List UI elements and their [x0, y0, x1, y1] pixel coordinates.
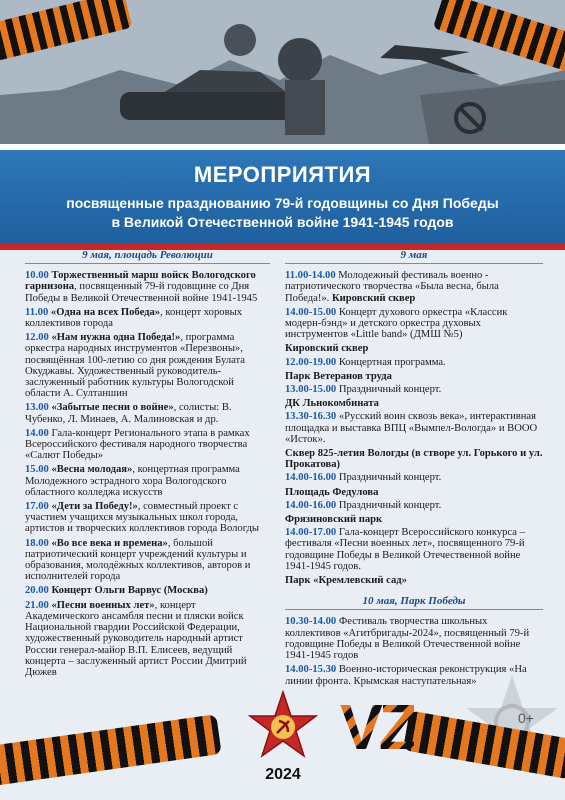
event-title: «Песни военных лет»	[51, 599, 155, 611]
event-item	[285, 527, 543, 572]
event-description: Гала-концерт Всероссийского конкурса – фестиваля «Песни военных лет», посвященного 79-й годовщине Победы в Великой Отечественной войне 1941-1945 годов.	[285, 527, 525, 572]
title-band	[0, 150, 565, 244]
event-description: Гала-концерт Регионального этапа в рамках Всероссийского фестиваля народного творчества «Салют Победы»	[25, 427, 250, 462]
right-column	[285, 250, 543, 690]
left-column-heading: 9 мая, площадь Революции	[25, 250, 270, 264]
venue-name: ДК Льнокомбината	[285, 398, 379, 410]
event-item	[285, 384, 543, 395]
left-column	[25, 250, 270, 681]
event-time: 14.00-15.30	[285, 664, 337, 676]
event-time: 21.00	[25, 599, 49, 611]
event-description: Военно-историческая реконструкция «На линии фронта. Крымская наступательная»	[285, 664, 527, 687]
event-description: Фестиваль творчества школьных коллективов «Агитбригады-2024», посвященный 79-й годовщине Победы в Великой Отечественной войне 1941-1945 годов	[285, 616, 530, 662]
event-description: «Русский воин сквозь века», интерактивная площадка и выставка ВПЦ «Вымпел-Вологда» и ВООО «Исток».	[285, 411, 538, 445]
event-time: 10.30-14.00	[285, 616, 337, 628]
event-time: 11.00-14.00	[285, 270, 336, 282]
event-item	[285, 307, 543, 341]
event-time: 11.00	[25, 306, 49, 318]
event-item	[285, 472, 543, 483]
subtitle-line-1: посвященные празднованию 79-й годовщины со Дня Победы	[66, 195, 499, 211]
page-title: МЕРОПРИЯТИЯ	[193, 162, 372, 187]
year-label: 2024	[265, 766, 301, 783]
event-time: 12.00-19.00	[285, 356, 337, 368]
event-time: 14.00	[25, 427, 49, 439]
age-rating: 0+	[518, 710, 534, 726]
event-time: 12.00	[25, 332, 49, 344]
event-title: «Дети за Победу!»	[51, 501, 138, 513]
event-item	[25, 538, 270, 583]
right-column-heading-2: 10 мая, Парк Победы	[285, 596, 543, 610]
event-venue: Кировский сквер	[331, 292, 416, 304]
event-time: 13.30-16.30	[285, 411, 337, 423]
event-item	[285, 411, 543, 445]
event-time: 17.00	[25, 501, 49, 513]
event-item	[25, 501, 270, 535]
event-time: 14.00-17.00	[285, 527, 337, 539]
event-item	[285, 270, 543, 304]
right-column-heading: 9 мая	[285, 250, 543, 264]
event-item	[25, 307, 270, 329]
event-title: «Забытые песни о войне»	[51, 402, 174, 414]
event-item	[285, 357, 543, 368]
venue-name: Парк Ветеранов труда	[285, 370, 392, 382]
right-event-list	[285, 270, 543, 586]
header-photo-collage	[0, 0, 565, 150]
venue-name: Кировский сквер	[285, 343, 369, 355]
event-description: Праздничный концерт.	[338, 472, 442, 484]
event-description: Концерт духового оркестра «Классик модерн-бэнд» и детского оркестра духовых инструментов «Little band» (ДМШ №5)	[285, 306, 508, 341]
st-george-ribbon-bottom-left	[0, 714, 222, 786]
event-time: 18.00	[25, 537, 49, 549]
event-description: Праздничный концерт.	[338, 499, 442, 511]
star-emblem-icon	[248, 690, 318, 760]
event-item	[285, 616, 543, 661]
event-title: Торжественный марш войск Вологодского гарнизона	[25, 270, 256, 293]
event-description: , программа оркестра народных инструментов «Перезвоны», посвящённая 100-летию со дня рождения Булата Окуджавы. Художественный руководитель-заслуженный работник культуры Вологодской области А. Султаншин	[25, 332, 246, 400]
event-time: 14.00-16.00	[285, 499, 337, 511]
event-title: Концерт Ольги Варвус (Москва)	[51, 585, 208, 597]
event-item	[25, 600, 270, 678]
event-time: 13.00-15.00	[285, 384, 337, 396]
event-item	[25, 428, 270, 462]
venue-name: Сквер 825-летия Вологды (в створе ул. Горького и ул. Прокатова)	[285, 448, 543, 471]
subtitle-line-2: в Великой Отечественной войне 1941-1945 годов	[111, 214, 454, 230]
event-time: 13.00	[25, 402, 49, 414]
event-description: , большой патриотический концерт учреждений культуры и образования, молодёжных коллективов, авторов и исполнителей города	[25, 537, 251, 583]
page-subtitle	[0, 194, 565, 232]
event-title: «Весна молодая»	[51, 464, 133, 476]
event-description: Концертная программа.	[338, 356, 446, 368]
event-description: , солисты: В. Чубенко, Л. Минаев, А. Малиновская и др.	[25, 402, 232, 425]
event-description: , совместный проект с участием учащихся музыкальных школ города, артистов и творческих коллективов города Вологды	[25, 501, 260, 535]
vz-logo: VZ	[340, 691, 414, 763]
event-title: «Нам нужна одна Победа!»	[51, 332, 181, 344]
event-time: 14.00-15.00	[285, 306, 337, 318]
event-description: Праздничный концерт.	[338, 384, 442, 396]
schedule-content	[0, 250, 565, 720]
event-description: , концерт Академического ансамбля песни и пляски войск Национальной гвардии Российской Федерации, художественный руководитель народный артист России генерал-майор В.П. Елисеев, ведущий концерта – заслуженный артист России Дмитрий Дюжев	[25, 599, 247, 678]
event-time: 15.00	[25, 464, 49, 476]
event-item	[25, 332, 270, 399]
event-description: , посвященный 79-й годовщине со Дня Победы в Великой Отечественной войне 1941-1945	[25, 281, 258, 304]
flag-stripe-white	[0, 144, 565, 150]
event-description: , концертная программа Молодежного эстрадного хора Вологодского областного колледжа искусств	[25, 464, 240, 498]
event-title: «Во все века и времена»	[51, 537, 168, 549]
venue-name: Фрязиновский парк	[285, 514, 383, 526]
event-description: Молодежный фестиваль военно - патриотического творчества «Была весна, была Победа!».	[285, 270, 499, 304]
event-item	[25, 402, 270, 424]
event-time: 10.00	[25, 270, 49, 282]
event-title: «Одна на всех Победа»	[50, 306, 161, 318]
event-item	[285, 500, 543, 511]
left-event-list	[25, 270, 270, 678]
event-description: , концерт хоровых коллективов города	[25, 306, 242, 330]
event-item	[25, 270, 270, 304]
venue-name: Площадь Федулова	[285, 486, 379, 498]
venue-name: Парк «Кремлевский сад»	[285, 575, 407, 587]
event-time: 14.00-16.00	[285, 472, 337, 484]
event-item	[25, 464, 270, 498]
event-time: 20.00	[25, 585, 49, 597]
event-item	[25, 585, 270, 596]
